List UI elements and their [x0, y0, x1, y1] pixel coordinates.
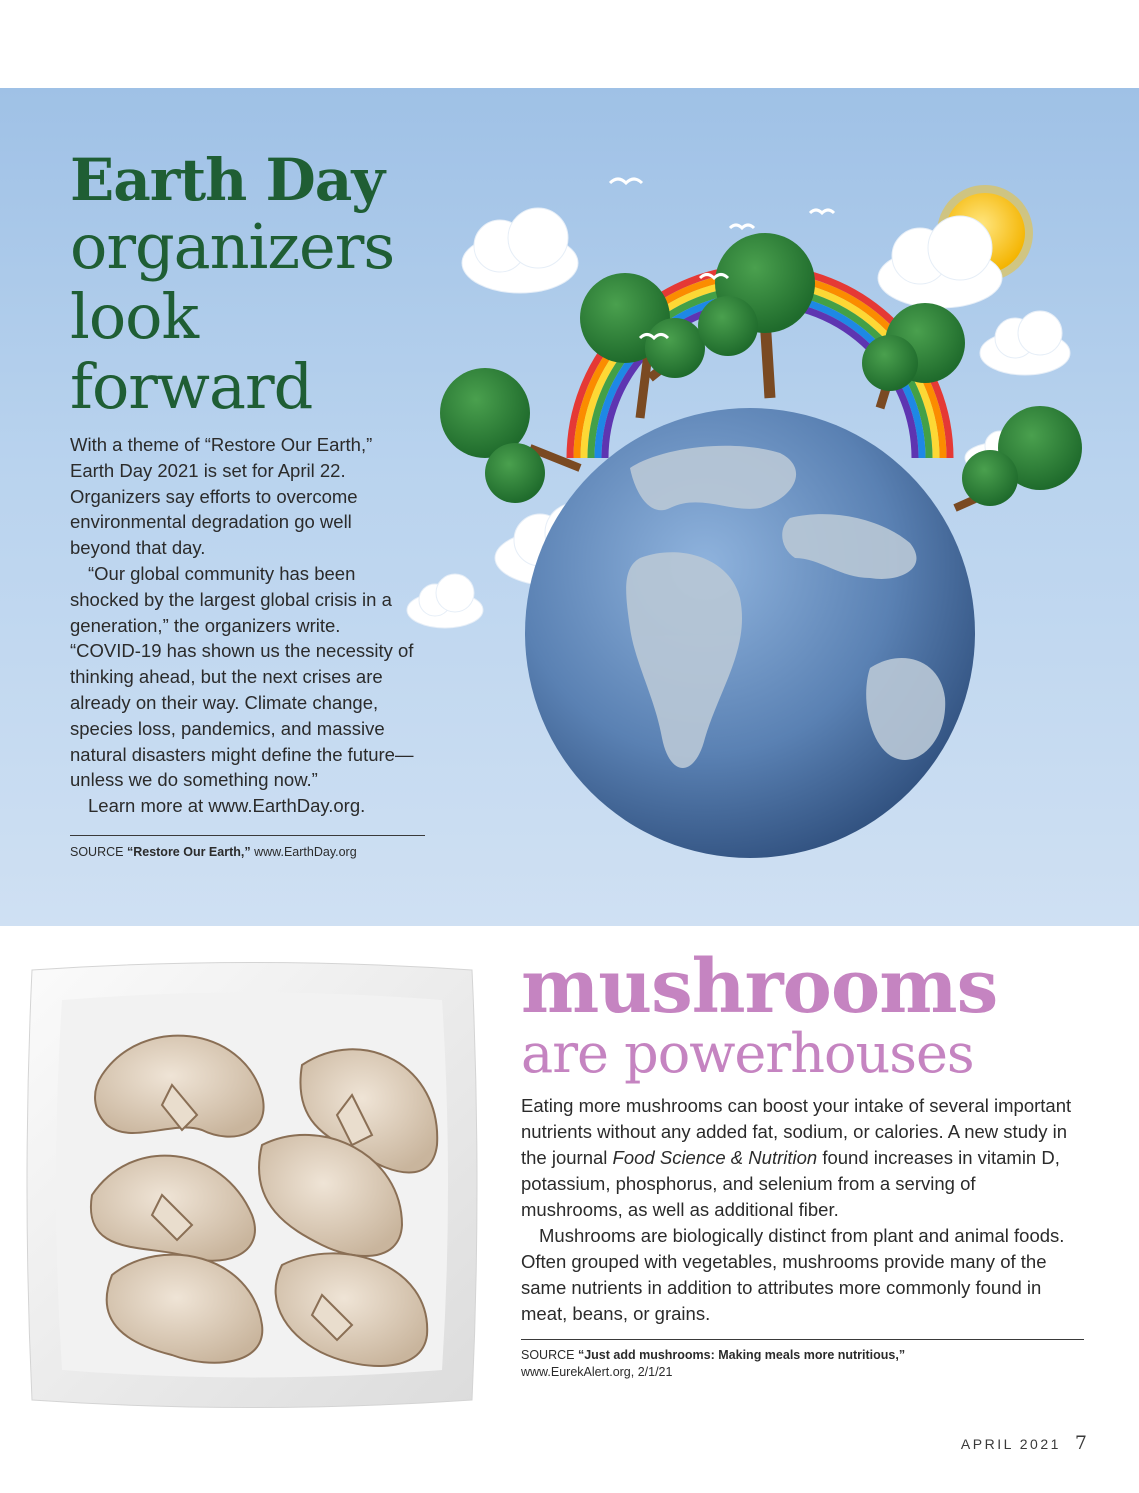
- earth-day-body: [70, 432, 415, 819]
- issue-date: APRIL 2021: [960, 1436, 1061, 1452]
- mushrooms-title-light: are powerhouses: [521, 1022, 974, 1085]
- earth-day-title-line-2: look: [70, 280, 199, 353]
- earth-day-source-divider: [70, 835, 425, 836]
- mushrooms-paragraph-1-start: Eating more mushrooms can boost your intake of several important nutrients without any added fat, sodium, or calories. A new study in the journal: [521, 1095, 1072, 1168]
- earth-day-title-line-3: forward: [70, 350, 313, 423]
- cloud-top-right: [878, 216, 1002, 308]
- cloud-top-left: [462, 208, 578, 293]
- mushroom-bowl-photo: [22, 955, 482, 1415]
- earth-day-title-line-1: organizers: [70, 210, 395, 283]
- mushrooms-paragraph-1-end: found increases in vitamin D, potassium, phosphorus, and selenium from a serving of mushrooms, as well as additional fiber.: [521, 1147, 1060, 1220]
- earth-day-paragraph-2: “Our global community has been shocked by the largest global crisis in a generation,” the organizers write. “COVID-19 has shown us the necessity of thinking ahead, but the next crises are already on their way. Climate change, species loss, pandemics, and massive natural disasters might define the future—unless we do something now.”: [70, 562, 414, 791]
- journal-name: Food Science & Nutrition: [612, 1147, 818, 1168]
- earth-day-headline: [70, 148, 430, 422]
- earth-day-article: [70, 148, 430, 859]
- page-footer: [961, 1432, 1087, 1454]
- source-label: SOURCE: [70, 844, 124, 859]
- mushrooms-paragraph-2: Mushrooms are biologically distinct from plant and animal foods. Often grouped with vegetables, mushrooms provide many of the same nutrients in addition to attributes more commonly found in meat, beans, or grains.: [521, 1225, 1065, 1324]
- earth-day-panel: [0, 88, 1139, 926]
- source-title: “Restore Our Earth,”: [126, 844, 251, 859]
- mushrooms-paragraph-1: [521, 1093, 1081, 1223]
- earth-day-paragraph-1: With a theme of “Restore Our Earth,” Earth Day 2021 is set for April 22. Organizers say efforts to overcome environmental degradation go well beyond that day.: [70, 434, 373, 559]
- mushrooms-source: [521, 1347, 1086, 1381]
- cloud-right: [980, 311, 1070, 375]
- source-detail: www.EurekAlert.org, 2/1/21: [521, 1365, 673, 1379]
- source-url: www.EarthDay.org: [254, 844, 357, 859]
- mushrooms-title-strong: mushrooms: [521, 944, 998, 1030]
- mushrooms-body: [521, 1093, 1081, 1327]
- mushrooms-source-divider: [521, 1339, 1084, 1340]
- earth-illustration: [400, 88, 1139, 926]
- mushrooms-headline: [521, 945, 1086, 1083]
- earth-day-source: [70, 845, 430, 859]
- mushrooms-article: [521, 945, 1086, 1381]
- earth-day-paragraph-3: Learn more at www.EarthDay.org.: [88, 795, 366, 817]
- page-number: 7: [1074, 1432, 1087, 1454]
- globe: [525, 408, 975, 858]
- earth-day-title-strong: Earth Day: [70, 146, 385, 214]
- source-title: “Just add mushrooms: Making meals more nutritious,”: [577, 1348, 906, 1362]
- source-label: SOURCE: [521, 1348, 575, 1362]
